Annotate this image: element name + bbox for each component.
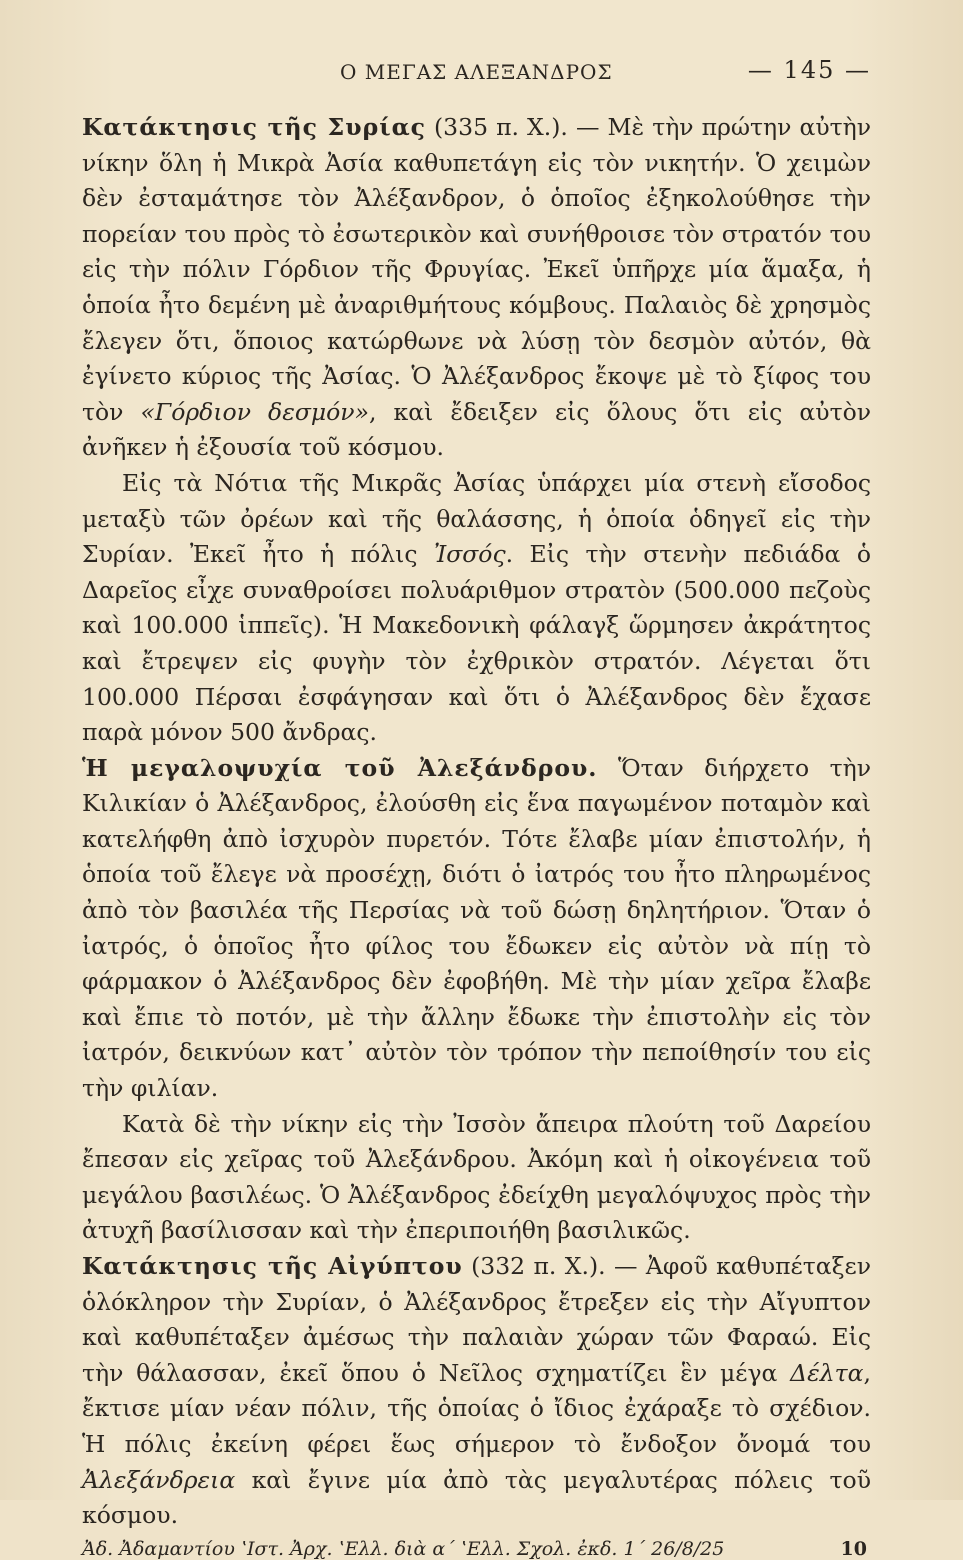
page-footer: [82, 1538, 871, 1560]
paragraph-text: , ἔκτισε μίαν νέαν πόλιν, τῆς ὁποίας ὁ ἴδιος ἐχάραξε τὸ σχέδιον. Ἡ πόλις ἐκείνη φέρει ἕως σήμερον τὸ ἔνδοξον ὄνομά του: [82, 1358, 871, 1458]
section-heading: Κατάκτησις τῆς Αἰγύπτου: [82, 1252, 463, 1280]
emphasis-text: «Γόρδιον δεσμόν»: [140, 397, 369, 426]
paragraph-text: (335 π. Χ.). — Μὲ τὴν πρώτην αὐτὴν νίκην ὅλη ἡ Μικρὰ Ἀσία καθυπετάγη εἰς τὸν νικητήν. Ὁ χειμὼν δὲν ἐσταμάτησε τὸν Ἀλέξανδρον, ὁ ὁποῖος ἐξηκολούθησε τὴν πορείαν του πρὸς τὸ ἐσωτερικὸν καὶ συνήθροισε τὸν στρατόν του εἰς τὴν πόλιν Γόρδιον τῆς Φρυγίας. Ἐκεῖ ὑπῆρχε μία ἅμαξα, ἡ ὁποία ἦτο δεμένη μὲ ἀναριθμήτους κόμβους. Παλαιὸς δὲ χρησμὸς ἔλεγεν ὅτι, ὅποιος κατώρθωνε νὰ λύσῃ τὸν δεσμὸν αὐτόν, θὰ ἐγίνετο κύριος τῆς Ἀσίας. Ὁ Ἀλέξανδρος ἔκοψε μὲ τὸ ξίφος του τὸν: [82, 113, 871, 426]
paragraph-issos: [82, 466, 871, 751]
paragraph-text: , καὶ ἔδειξεν εἰς ὅλους ὅτι εἰς αὐτὸν ἀνῆκεν ἡ ἐξουσία τοῦ κόσμου.: [82, 397, 872, 462]
paragraph-text: Κατὰ δὲ τὴν νίκην εἰς τὴν Ἰσσὸν ἄπειρα πλούτη τοῦ Δαρείου ἔπεσαν εἰς χεῖρας τοῦ Ἀλεξάνδρου. Ἀκόμη καὶ ἡ οἰκογένεια τοῦ μεγάλου βασιλέως. Ὁ Ἀλέξανδρος ἐδείχθη μεγαλόψυχος πρὸς τὴν ἀτυχῆ βασίλισσαν καὶ τὴν ἐπεριποιήθη βασιλικῶς.: [82, 1109, 871, 1245]
emphasis-text: Δέλτα: [790, 1358, 864, 1387]
paragraph-text: . Εἰς τὴν στενὴν πεδιάδα ὁ Δαρεῖος εἶχε συναθροίσει πολυάριθμον στρατὸν (500.000 πεζοὺς καὶ 100.000 ἱππεῖς). Ἡ Μακεδονικὴ φάλαγξ ὥρμησεν ἀκράτητος καὶ ἔτρεψεν εἰς φυγὴν τὸν ἐχθρικὸν στρατόν. Λέγεται ὅτι 100.000 Πέρσαι ἐσφάγησαν καὶ ὅτι ὁ Ἀλέξανδρος δὲν ἔχασε παρὰ μόνον 500 ἄνδρας.: [82, 540, 871, 747]
paragraph-text: (332 π. Χ.). — Ἀφοῦ καθυπέταξεν ὁλόκληρον τὴν Συρίαν, ὁ Ἀλέξανδρος ἔτρεξεν εἰς τὴν Αἴγυπτον καὶ καθυπέταξεν ἀμέσως τὴν παλαιὰν χώραν τῶν Φαραώ. Εἰς τὴν θάλασσαν, ἐκεῖ ὅπου ὁ Νεῖλος σχηματίζει ἓν μέγα: [82, 1252, 871, 1387]
body-text: [82, 110, 871, 1534]
section-heading: Κατάκτησις τῆς Συρίας: [82, 113, 426, 141]
footer-reference: Ἀδ. Ἀδαμαντίου ʽΙστ. Ἀρχ. ʽΕλλ. διὰ α΄ ʽΕλλ. Σχολ. ἐκδ. 1΄ 26/8/25: [82, 1537, 725, 1560]
paragraph-text: Ὅταν διήρχετο τὴν Κιλικίαν ὁ Ἀλέξανδρος, ἐλούσθη εἰς ἕνα παγωμένον ποταμὸν καὶ κατελήφθη ἀπὸ ἰσχυρὸν πυρετόν. Τότε ἔλαβε μίαν ἐπιστολήν, ἡ ὁποία τοῦ ἔλεγε νὰ προσέχῃ, διότι ὁ ἰατρός του ἦτο πληρωμένος ἀπὸ τὸν βασιλέα τῆς Περσίας νὰ τοῦ δώσῃ δηλητήριον. Ὅταν ὁ ἰατρός, ὁ ὁποῖος ἦτο φίλος του ἔδωκεν εἰς αὐτὸν νὰ πίῃ τὸ φάρμακον ὁ Ἀλέξανδρος δὲν ἐφοβήθη. Μὲ τὴν μίαν χεῖρα ἔλαβε καὶ ἔπιε τὸ ποτόν, μὲ τὴν ἄλλην ἔδωκε τὴν ἐπιστολὴν εἰς τὸν ἰατρόν, δεικνύων κατ᾽ αὐτὸν τὸν τρόπον τὴν πεποίθησίν του εἰς τὴν φιλίαν.: [82, 753, 871, 1103]
footer-code: 10: [840, 1537, 867, 1560]
running-title: Ο ΜΕΓΑΣ ΑΛΕΞΑΝΔΡΟΣ: [340, 60, 613, 84]
paragraph-text: καὶ ἔγινε μία ἀπὸ τὰς μεγαλυτέρας πόλεις τοῦ κόσμου.: [82, 1465, 871, 1530]
emphasis-text: Ἰσσός: [433, 540, 506, 569]
paragraph-text: Εἰς τὰ Νότια τῆς Μικρᾶς Ἀσίας ὑπάρχει μία στενὴ εἴσοδος μεταξὺ τῶν ὀρέων καὶ τῆς θαλάσσης, ἡ ὁποία ὁδηγεῖ εἰς τὴν Συρίαν. Ἐκεῖ ἦτο ἡ πόλις: [82, 468, 871, 569]
page-number: — 145 —: [747, 56, 871, 84]
section-heading: Ἡ μεγαλοψυχία τοῦ Ἀλεξάνδρου.: [82, 753, 598, 782]
emphasis-text: Ἀλεξάνδρεια: [82, 1465, 236, 1494]
paragraph-spoils: [82, 1107, 871, 1249]
paragraph-egypt: [82, 1249, 871, 1534]
paragraph-syria: [82, 110, 871, 466]
page-header: [82, 50, 871, 92]
paragraph-magnanimity: [82, 751, 871, 1107]
